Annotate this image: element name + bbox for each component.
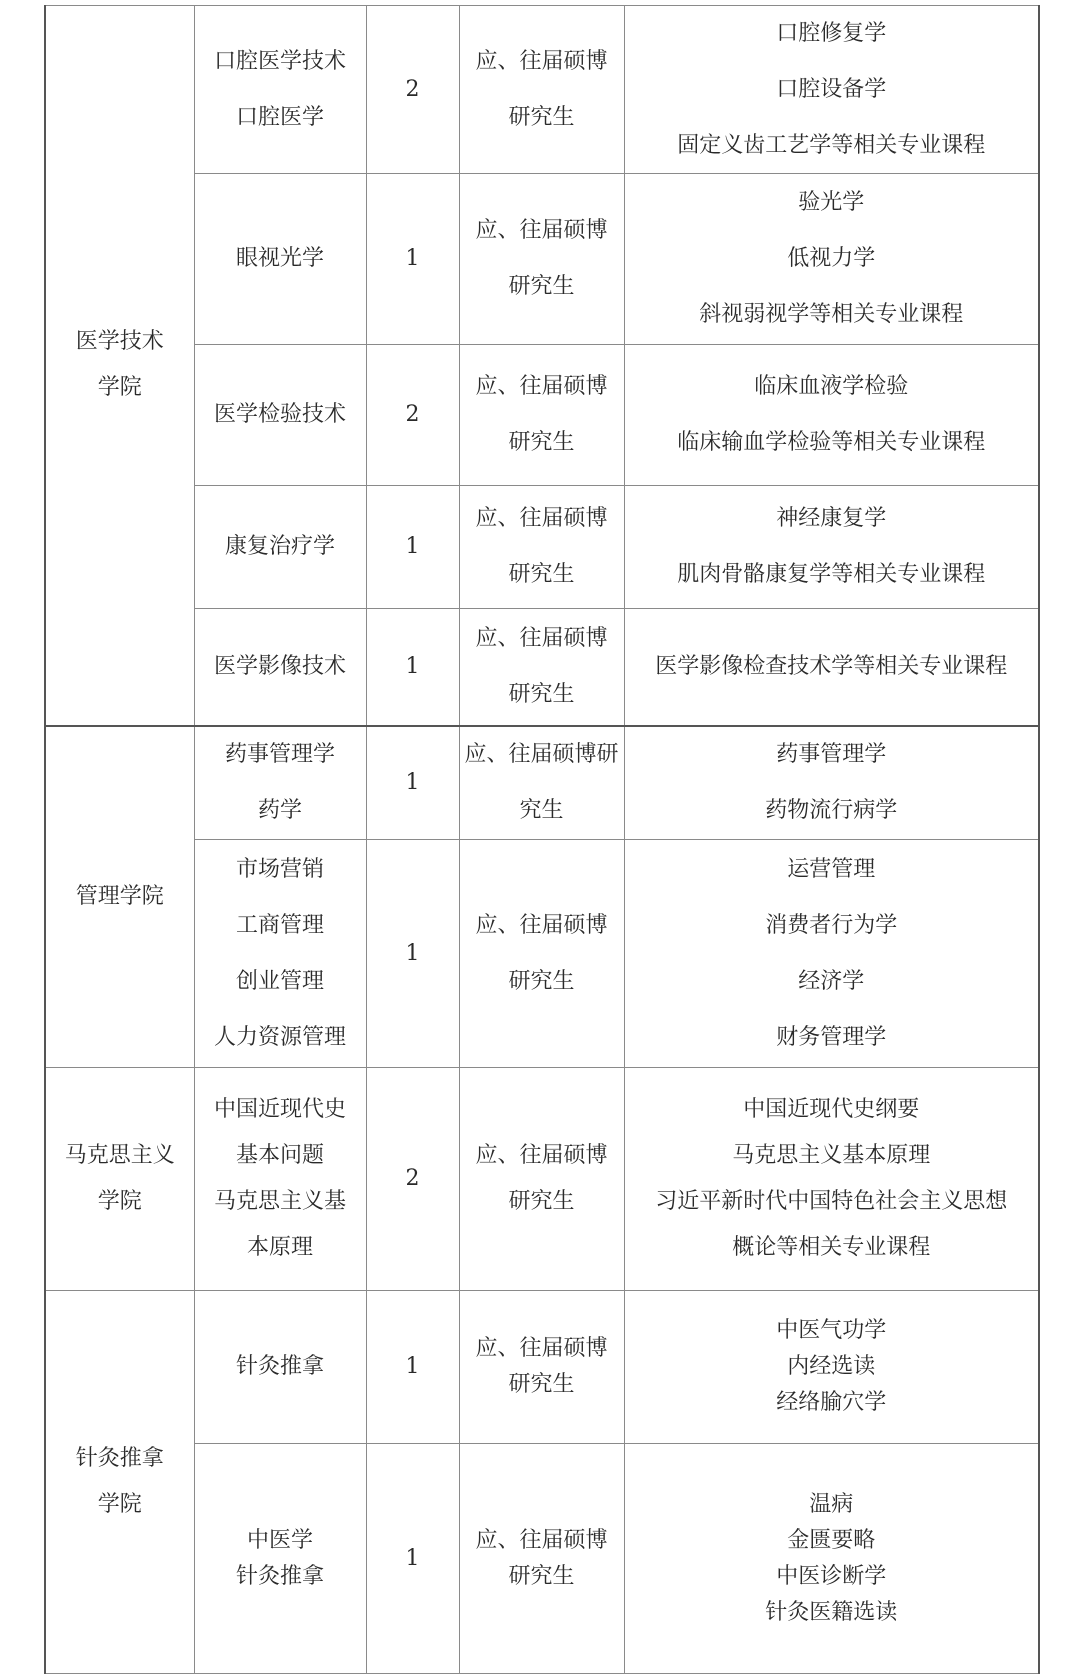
table-row [45,1068,1039,1291]
cell-text: 研究生 [508,681,575,707]
cell-text: 中医诊断学 [776,1563,887,1589]
cell-text: 基本问题 [235,1143,324,1168]
cell-text: 口腔医学 [235,104,324,130]
count-cell [366,1068,459,1291]
cell-text: 应、往届硕博 [475,48,608,74]
table-row [45,840,1039,1068]
cell-text: 中国近现代史 [213,1097,346,1122]
college-name: 管理学院 [75,883,164,909]
table-row [45,174,1039,345]
courses-cell [624,609,1039,726]
cell-text: 应、往届硕博 [475,506,608,531]
requirement-cell [459,840,624,1068]
cell-text: 1 [405,653,420,679]
college-name: 学院 [97,1492,142,1517]
college-name: 学院 [97,1189,142,1214]
cell-text: 中医气功学 [776,1318,887,1343]
count-cell [366,609,459,726]
cell-text: 市场营销 [235,856,324,882]
cell-text: 口腔设备学 [776,76,887,102]
courses-cell [624,174,1039,345]
cell-text: 药学 [257,797,302,823]
cell-text: 斜视弱视学等相关专业课程 [699,302,964,327]
requirement-cell [459,1291,624,1444]
major-cell [194,1291,366,1444]
cell-text: 口腔医学技术 [213,48,346,74]
courses-cell [624,1291,1039,1444]
cell-text: 2 [405,76,420,102]
count-cell [366,486,459,609]
cell-text: 针灸推拿 [235,1563,324,1589]
cell-text: 肌肉骨骼康复学等相关专业课程 [677,562,986,587]
cell-text: 内经选读 [787,1354,876,1379]
cell-text: 金匮要略 [787,1527,876,1553]
major-cell [194,345,366,486]
cell-text: 神经康复学 [776,506,887,531]
cell-text: 临床输血学检验等相关专业课程 [677,430,986,455]
cell-text: 医学影像检查技术学等相关专业课程 [655,653,1008,679]
college-cell [45,726,194,1068]
college-cell [45,1291,194,1674]
courses-cell [624,726,1039,840]
cell-text: 马克思主义基 [213,1189,346,1214]
cell-text: 应、往届硕博 [475,1527,608,1553]
cell-text: 马克思主义基本原理 [732,1143,931,1168]
count-cell [366,1444,459,1674]
requirement-cell [459,726,624,840]
courses-cell [624,1444,1039,1674]
cell-text: 应、往届硕博 [475,1336,608,1361]
cell-text: 研究生 [508,1189,575,1214]
cell-text: 1 [405,1354,420,1379]
cell-text: 固定义齿工艺学等相关专业课程 [677,132,986,158]
major-cell [194,1444,366,1674]
requirement-cell [459,6,624,174]
cell-text: 研究生 [508,968,575,994]
college-cell [45,6,194,726]
cell-text: 眼视光学 [235,246,324,271]
college-name: 学院 [97,375,142,401]
cell-text: 应、往届硕博 [475,1143,608,1168]
cell-text: 医学检验技术 [213,402,346,427]
cell-text: 药物流行病学 [765,797,898,823]
cell-text: 应、往届硕博 [475,912,608,938]
cell-text: 研究生 [508,562,575,587]
table-row [45,609,1039,726]
cell-text: 本原理 [246,1235,313,1260]
requirement-cell [459,486,624,609]
cell-text: 1 [405,246,420,271]
cell-text: 医学影像技术 [213,653,346,679]
table-row [45,345,1039,486]
cell-text: 口腔修复学 [776,20,887,46]
cell-text: 概论等相关专业课程 [732,1235,931,1260]
cell-text: 1 [405,940,420,966]
major-cell [194,1068,366,1291]
cell-text: 研究生 [508,274,575,299]
cell-text: 温病 [809,1491,854,1517]
cell-text: 消费者行为学 [765,912,898,938]
cell-text: 1 [405,1545,420,1571]
recruitment-table [44,5,1040,1674]
cell-text: 中国近现代史纲要 [743,1097,920,1122]
cell-text: 经济学 [798,968,865,994]
cell-text: 应、往届硕博 [475,218,608,243]
major-cell [194,609,366,726]
college-name: 马克思主义 [64,1143,175,1168]
courses-cell [624,486,1039,609]
cell-text: 研究生 [508,1372,575,1397]
count-cell [366,345,459,486]
major-cell [194,486,366,609]
count-cell [366,1291,459,1444]
courses-cell [624,345,1039,486]
cell-text: 针灸推拿 [235,1354,324,1379]
major-cell [194,6,366,174]
cell-text: 验光学 [798,190,865,215]
count-cell [366,6,459,174]
count-cell [366,840,459,1068]
college-cell [45,1068,194,1291]
count-cell [366,174,459,345]
requirement-cell [459,345,624,486]
college-name: 医学技术 [75,329,164,355]
cell-text: 创业管理 [235,968,324,994]
table-row [45,1444,1039,1674]
requirement-cell [459,1444,624,1674]
major-cell [194,726,366,840]
table-row [45,6,1039,174]
cell-text: 研究生 [508,104,575,130]
cell-text: 康复治疗学 [224,534,335,559]
cell-text: 运营管理 [787,856,876,882]
cell-text: 1 [405,769,420,795]
count-cell [366,726,459,840]
cell-text: 人力资源管理 [213,1024,346,1050]
cell-text: 药事管理学 [224,741,335,767]
cell-text: 针灸医籍选读 [765,1599,898,1625]
cell-text: 研究生 [508,430,575,455]
cell-text: 应、往届硕博 [475,374,608,399]
major-cell [194,174,366,345]
table-row [45,1291,1039,1444]
table-row [45,486,1039,609]
cell-text: 中医学 [246,1527,313,1553]
courses-cell [624,1068,1039,1291]
major-cell [194,840,366,1068]
cell-text: 究生 [519,797,564,823]
courses-cell [624,6,1039,174]
cell-text: 习近平新时代中国特色社会主义思想 [655,1189,1008,1214]
cell-text: 2 [405,1166,420,1191]
requirement-cell [459,1068,624,1291]
cell-text: 2 [405,402,420,427]
cell-text: 经络腧穴学 [776,1390,887,1415]
cell-text: 低视力学 [787,246,876,271]
courses-cell [624,840,1039,1068]
table-row [45,726,1039,840]
cell-text: 研究生 [508,1563,575,1589]
cell-text: 药事管理学 [776,741,887,767]
cell-text: 临床血液学检验 [754,374,909,399]
cell-text: 财务管理学 [776,1024,887,1050]
cell-text: 应、往届硕博 [475,625,608,651]
cell-text: 1 [405,534,420,559]
requirement-cell [459,609,624,726]
requirement-cell [459,174,624,345]
cell-text: 工商管理 [235,912,324,938]
cell-text: 应、往届硕博研 [464,741,619,767]
college-name: 针灸推拿 [75,1446,164,1471]
